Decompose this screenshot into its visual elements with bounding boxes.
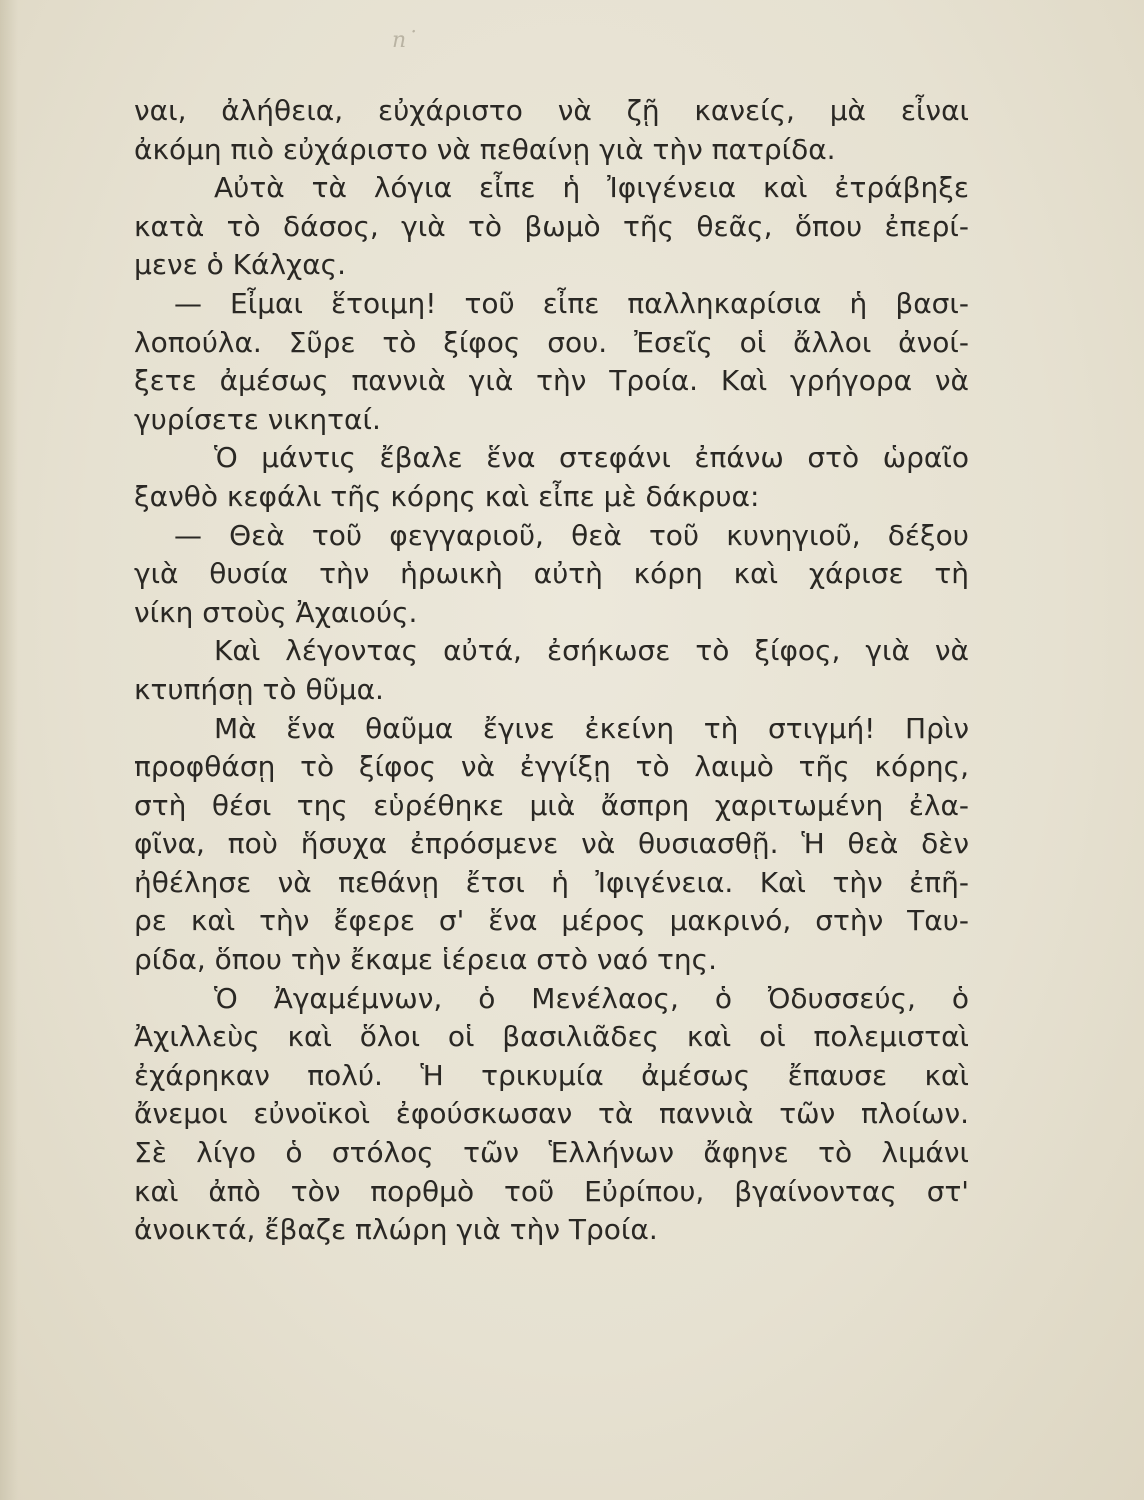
text-line: ρίδα, ὅπου τὴν ἔκαμε ἱέρεια στὸ ναό της. [134, 943, 717, 977]
text-line: Σὲ λίγο ὁ στόλος τῶν Ἑλλήνων ἄφηνε τὸ λιμάνι [134, 1136, 969, 1170]
text-line: Καὶ λέγοντας αὐτά, ἐσήκωσε τὸ ξίφος, γιὰ νὰ [214, 634, 969, 668]
text-line: ἄνεμοι εὐνοϊκοὶ ἐφούσκωσαν τὰ παννιὰ τῶν πλοίων. [134, 1097, 969, 1131]
text-line: κατὰ τὸ δάσος, γιὰ τὸ βωμὸ τῆς θεᾶς, ὅπου ἐπερί- [134, 209, 969, 243]
paragraph [134, 169, 969, 285]
paragraph [134, 92, 969, 169]
text-line: ρε καὶ τὴν ἔφερε σ' ἕνα μέρος μακρινό, στὴν Ταυ- [134, 904, 969, 938]
text-line: μενε ὁ Κάλχας. [134, 248, 347, 282]
paragraph [134, 517, 969, 633]
text-line: κτυπήσῃ τὸ θῦμα. [134, 672, 384, 706]
text-line: Ἀχιλλεὺς καὶ ὅλοι οἱ βασιλιᾶδες καὶ οἱ πολεμισταὶ [134, 1020, 969, 1054]
paragraph [134, 710, 969, 980]
text-line: γιὰ θυσία τὴν ἡρωικὴ αὐτὴ κόρη καὶ χάρισε τὴ [134, 557, 969, 591]
text-line: ναι, ἀλήθεια, εὐχάριστο νὰ ζῇ κανείς, μὰ εἶναι [134, 94, 969, 127]
text-line: Ὁ Ἀγαμέμνων, ὁ Μενέλαος, ὁ Ὀδυσσεύς, ὁ [214, 981, 969, 1015]
text-line: Ὁ μάντις ἔβαλε ἕνα στεφάνι ἐπάνω στὸ ὡραῖο [214, 441, 969, 475]
text-line: — Θεὰ τοῦ φεγγαριοῦ, θεὰ τοῦ κυνηγιοῦ, δέξου [174, 518, 969, 552]
text-line: γυρίσετε νικηταί. [134, 402, 381, 436]
text-line: ἐχάρηκαν πολύ. Ἡ τρικυμία ἀμέσως ἔπαυσε καὶ [134, 1058, 969, 1092]
text-line: στὴ θέσι της εὑρέθηκε μιὰ ἄσπρη χαριτωμένη ἐλα- [134, 788, 969, 822]
paragraph [134, 285, 969, 439]
text-line: καὶ ἀπὸ τὸν πορθμὸ τοῦ Εὐρίπου, βγαίνοντας στ' [134, 1174, 969, 1208]
handwritten-mark: n˙ [392, 28, 418, 53]
text-line: ἀκόμη πιὸ εὐχάριστο νὰ πεθαίνῃ γιὰ τὴν πατρίδα. [134, 132, 836, 166]
paragraph [134, 439, 969, 516]
text-line: ξετε ἀμέσως παννιὰ γιὰ τὴν Τροία. Καὶ γρήγορα νὰ [134, 364, 969, 398]
text-line: Αὐτὰ τὰ λόγια εἶπε ἡ Ἰφιγένεια καὶ ἐτράβηξε [214, 171, 969, 205]
paragraph [134, 632, 969, 709]
text-line: ἠθέλησε νὰ πεθάνῃ ἔτσι ἡ Ἰφιγένεια. Καὶ τὴν ἐπῆ- [134, 865, 969, 899]
page-edge-shadow [0, 0, 18, 1500]
text-line: ἀνοικτά, ἔβαζε πλώρη γιὰ τὴν Τροία. [134, 1213, 658, 1247]
text-line: — Εἶμαι ἕτοιμη! τοῦ εἶπε παλληκαρίσια ἡ βασι- [174, 286, 969, 320]
text-line: ξανθὸ κεφάλι τῆς κόρης καὶ εἶπε μὲ δάκρυα: [134, 479, 760, 513]
text-line: λοπούλα. Σῦρε τὸ ξίφος σου. Ἐσεῖς οἱ ἄλλοι ἀνοί- [134, 325, 969, 359]
text-line: προφθάσῃ τὸ ξίφος νὰ ἐγγίξῃ τὸ λαιμὸ τῆς κόρης, [134, 750, 969, 784]
page-text [134, 92, 969, 1250]
text-line: φῖνα, ποὺ ἥσυχα ἐπρόσμενε νὰ θυσιασθῇ. Ἡ θεὰ δὲν [134, 827, 969, 861]
paragraph [134, 980, 969, 1250]
text-line: νίκη στοὺς Ἀχαιούς. [134, 595, 418, 629]
text-line: Μὰ ἕνα θαῦμα ἔγινε ἐκείνη τὴ στιγμή! Πρὶν [214, 711, 969, 745]
